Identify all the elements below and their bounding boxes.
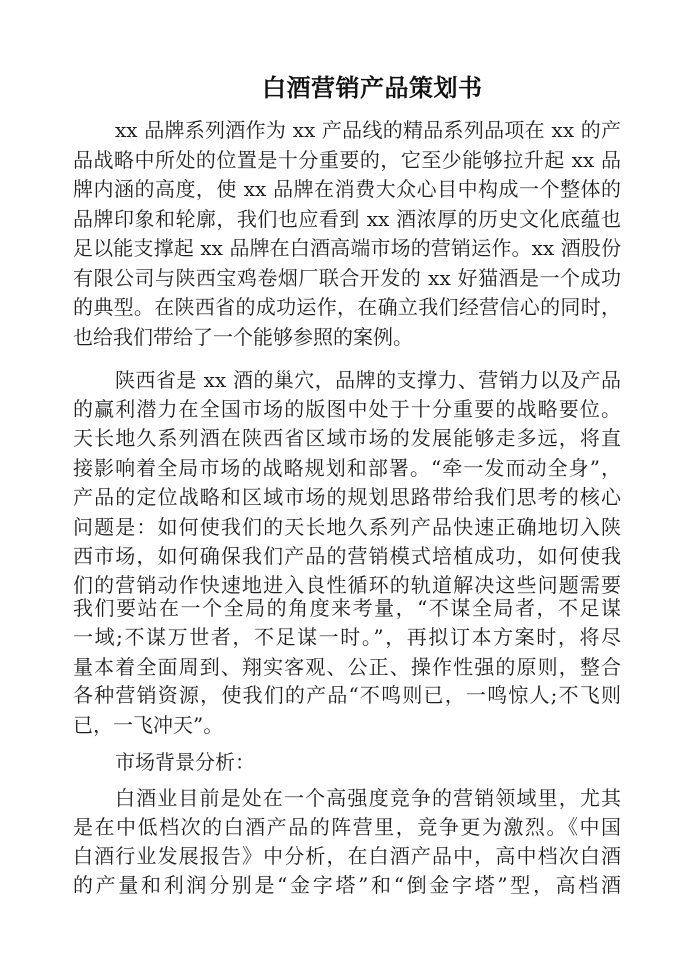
paragraph-line: 的赢利潜力在全国市场的版图中处于十分重要的战略要位。: [73, 397, 621, 421]
paragraph-line: 各种营销资源，使我们的产品“不鸣则已，一鸣惊人;不飞则: [73, 683, 621, 707]
paragraph-line: 的产量和利润分别是“金字塔”和“倒金字塔”型，高档酒: [73, 873, 621, 897]
paragraph-line: 已，一飞冲天”。: [73, 713, 224, 737]
paragraph-line: 陕西省是 xx 酒的巢穴，品牌的支撑力、营销力以及产品: [115, 368, 621, 392]
paragraph-line: 一域;不谋万世者，不足谋一时。”，再拟订本方案时，将尽: [73, 625, 621, 649]
paragraph-line: 问题是：如何使我们的天长地久系列产品快速正确地切入陕: [73, 515, 621, 539]
paragraph-line: 的典型。在陕西省的成功运作，在确立我们经营信心的同时，: [73, 295, 621, 319]
paragraph-line: 足以能支撑起 xx 品牌在白酒高端市场的营销运作。xx 酒股份: [73, 236, 621, 260]
paragraph-line: 有限公司与陕西宝鸡卷烟厂联合开发的 xx 好猫酒是一个成功: [73, 266, 621, 290]
paragraph-line: 牌内涵的高度，使 xx 品牌在消费大众心目中构成一个整体的: [73, 177, 621, 201]
paragraph-line: 也给我们带给了一个能够参照的案例。: [73, 325, 413, 349]
section-heading-text: 市场背景分析：: [115, 750, 255, 774]
paragraph-line: 天长地久系列酒在陕西省区域市场的发展能够走多远，将直: [73, 426, 621, 450]
paragraph-line: 品战略中所处的位置是十分重要的，它至少能够拉升起 xx 品: [73, 148, 621, 172]
paragraph-line: 量本着全面周到、翔实客观、公正、操作性强的原则，整合: [73, 655, 621, 679]
paragraph-line: 接影响着全局市场的战略规划和部署。“牵一发而动全身”，: [73, 456, 621, 480]
paragraph-line: 产品的定位战略和区域市场的规划思路带给我们思考的核心: [73, 485, 621, 509]
paragraph-line: 品牌印象和轮廓，我们也应看到 xx 酒浓厚的历史文化底蕴也: [73, 207, 621, 231]
paragraph-line: 是在中低档次的白酒产品的阵营里，竞争更为激烈。《中国: [73, 815, 621, 839]
paragraph-line: xx 品牌系列酒作为 xx 产品线的精品系列品项在 xx 的产: [115, 118, 621, 142]
paragraph-line: 白酒业目前是处在一个高强度竞争的营销领域里，尤其: [115, 786, 621, 810]
paragraph-line: 我们要站在一个全局的角度来考量，“不谋全局者，不足谋: [73, 596, 621, 620]
paragraph-line: 西市场，如何确保我们产品的营销模式培植成功，如何使我: [73, 544, 621, 568]
document-title: 白酒营销产品策划书: [262, 74, 483, 102]
paragraph-line: 们的营销动作快速地进入良性循环的轨道解决这些问题需要: [73, 573, 621, 597]
paragraph-line: 白酒行业发展报告》中分析，在白酒产品中，高中档次白酒: [73, 844, 621, 868]
